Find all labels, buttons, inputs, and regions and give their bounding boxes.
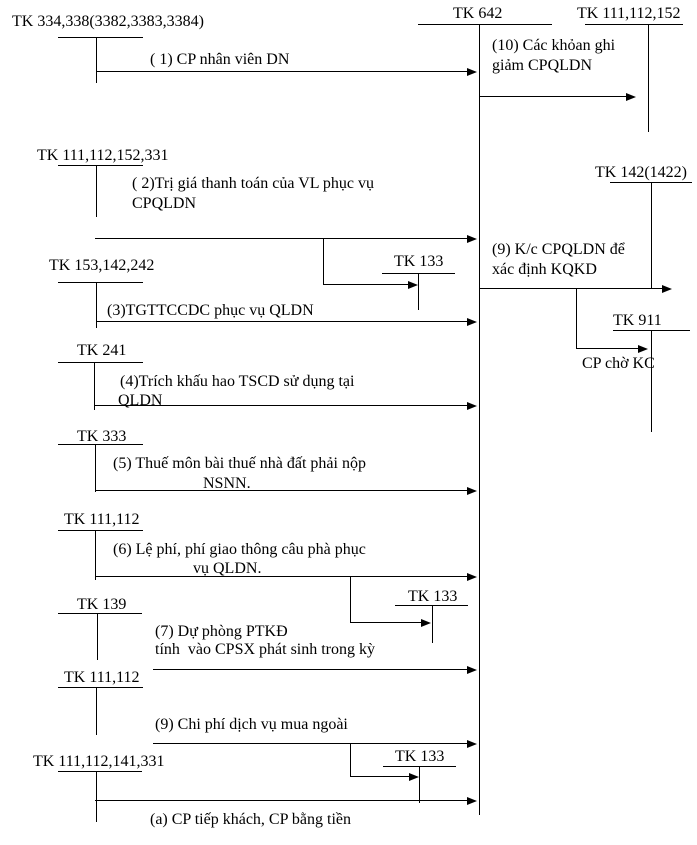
branch-line-133-a-vertical bbox=[323, 238, 324, 284]
entry-label-5-line1: (5) Thuế môn bài thuế nhà đất phải nộp bbox=[113, 455, 366, 472]
taccount-stem-142-1422 bbox=[651, 182, 652, 288]
entry-label-4-line2: QLDN bbox=[118, 392, 163, 409]
taccount-stem-333 bbox=[95, 444, 96, 492]
flow-line-9-kc bbox=[479, 288, 664, 289]
entry-label-10-line1: (10) Các khỏan ghi bbox=[492, 37, 616, 54]
taccount-stem-111-112-152 bbox=[648, 24, 649, 132]
branch-line-133-a-horizontal bbox=[323, 284, 410, 285]
entry-label-5-line2: NSNN. bbox=[203, 475, 251, 492]
entry-label-10-line2: giảm CPQLDN bbox=[492, 57, 592, 74]
taccount-bar-241 bbox=[58, 362, 143, 363]
taccount-stem-139 bbox=[97, 613, 98, 660]
entry-label-2-line1: ( 2)Trị giá thanh toán của VL phục vụ bbox=[132, 175, 375, 192]
account-label-139: TK 139 bbox=[77, 596, 127, 613]
account-label-133-a: TK 133 bbox=[394, 253, 444, 270]
arrowhead-4 bbox=[467, 402, 477, 410]
arrowhead-10 bbox=[626, 93, 636, 101]
entry-label-9-kc-line1: (9) K/c CPQLDN để bbox=[492, 241, 625, 258]
flow-line-9-services bbox=[153, 743, 470, 744]
taccount-stem-111-112-141-331 bbox=[96, 771, 97, 822]
taccount-bar-153-142-242 bbox=[58, 282, 143, 283]
account-label-111-112-a: TK 111,112 bbox=[64, 511, 140, 528]
account-label-111-112-152-331: TK 111,112,152,331 bbox=[37, 147, 169, 164]
arrowhead-5 bbox=[467, 487, 477, 495]
taccount-stem-111-112-152-331 bbox=[96, 165, 97, 217]
branch-line-911-vertical bbox=[576, 288, 577, 348]
flow-line-6 bbox=[95, 576, 470, 577]
entry-label-6-line2: vụ QLDN. bbox=[193, 560, 262, 577]
branch-line-133-c-vertical bbox=[350, 743, 351, 776]
account-label-142-1422: TK 142(1422) bbox=[595, 164, 687, 181]
taccount-stem-334-338 bbox=[96, 37, 97, 83]
arrowhead-1 bbox=[467, 68, 477, 76]
arrowhead-2 bbox=[467, 235, 477, 243]
entry-label-4-line1: (4)Trích khấu hao TSCD sử dụng tại bbox=[120, 373, 355, 390]
account-label-153-142-242: TK 153,142,242 bbox=[49, 257, 155, 274]
account-label-333: TK 333 bbox=[77, 428, 127, 445]
taccount-bar-334-338 bbox=[58, 37, 143, 38]
flow-line-3 bbox=[96, 321, 470, 322]
taccount-bar-111-112-141-331 bbox=[58, 771, 142, 772]
entry-label-3: (3)TGTTCCDC phục vụ QLDN bbox=[107, 302, 314, 319]
arrowhead-6 bbox=[467, 573, 477, 581]
branch-line-911-horizontal bbox=[576, 348, 640, 349]
arrowhead-133-c bbox=[409, 773, 419, 781]
account-label-133-b: TK 133 bbox=[408, 588, 458, 605]
entry-label-9-services: (9) Chi phí dịch vụ mua ngoài bbox=[155, 716, 348, 733]
branch-line-133-b-vertical bbox=[350, 576, 351, 622]
account-label-133-c: TK 133 bbox=[395, 748, 445, 765]
arrowhead-133-b bbox=[421, 619, 431, 627]
flow-line-4 bbox=[94, 405, 470, 406]
entry-label-9-kc-line2: xác định KQKD bbox=[492, 261, 597, 278]
taccount-bar-139 bbox=[58, 613, 142, 614]
taccount-bar-111-112-152-331 bbox=[58, 165, 143, 166]
taccount-stem-133-b bbox=[432, 605, 433, 643]
arrowhead-a bbox=[467, 797, 477, 805]
arrowhead-133-a bbox=[408, 281, 418, 289]
entry-label-2-line2: CPQLDN bbox=[132, 195, 197, 212]
arrowhead-3 bbox=[467, 318, 477, 326]
arrowhead-911 bbox=[638, 345, 648, 353]
account-label-111-112-141-331: TK 111,112,141,331 bbox=[33, 753, 165, 770]
taccount-bar-333 bbox=[58, 444, 143, 445]
flow-line-10 bbox=[479, 96, 628, 97]
arrowhead-9-services bbox=[467, 740, 477, 748]
taccount-bar-642 bbox=[418, 24, 552, 25]
account-label-911: TK 911 bbox=[613, 312, 662, 329]
flow-line-1 bbox=[96, 71, 470, 72]
taccount-stem-111-112-b bbox=[96, 687, 97, 735]
taccount-stem-133-c bbox=[419, 766, 420, 803]
arrowhead-7 bbox=[467, 666, 477, 674]
taccount-stem-133-a bbox=[418, 273, 419, 310]
entry-label-7-line1: (7) Dự phòng PTKĐ bbox=[155, 623, 288, 640]
taccount-stem-111-112-a bbox=[95, 530, 96, 580]
entry-label-cp-cho-kc: CP chờ KC bbox=[582, 355, 655, 372]
taccount-stem-911 bbox=[651, 330, 652, 432]
branch-line-133-b-horizontal bbox=[350, 622, 423, 623]
taccount-stem-642 bbox=[479, 24, 480, 815]
account-label-111-112-b: TK 111,112 bbox=[64, 669, 140, 686]
arrowhead-9-kc bbox=[662, 285, 672, 293]
entry-label-a: (a) CP tiếp khách, CP bằng tiền bbox=[150, 811, 351, 828]
taccount-bar-111-112-152 bbox=[585, 24, 683, 25]
flow-line-7 bbox=[153, 669, 470, 670]
flow-line-2 bbox=[95, 238, 470, 239]
flow-line-5 bbox=[95, 490, 470, 491]
entry-label-1: ( 1) CP nhân viên DN bbox=[150, 51, 290, 68]
account-label-642: TK 642 bbox=[453, 5, 503, 22]
account-label-241: TK 241 bbox=[77, 342, 127, 359]
entry-label-7-line2: tính vào CPSX phát sinh trong kỳ bbox=[155, 641, 376, 658]
taccount-stem-241 bbox=[94, 362, 95, 410]
branch-line-133-c-horizontal bbox=[350, 776, 411, 777]
account-label-334-338: TK 334,338(3382,3383,3384) bbox=[12, 13, 204, 30]
flow-line-a bbox=[95, 800, 470, 801]
taccount-bar-111-112-b bbox=[58, 687, 143, 688]
taccount-bar-111-112-a bbox=[58, 530, 143, 531]
account-label-111-112-152: TK 111,112,152 bbox=[577, 5, 681, 22]
entry-label-6-line1: (6) Lệ phí, phí giao thông câu phà phục bbox=[113, 541, 366, 558]
